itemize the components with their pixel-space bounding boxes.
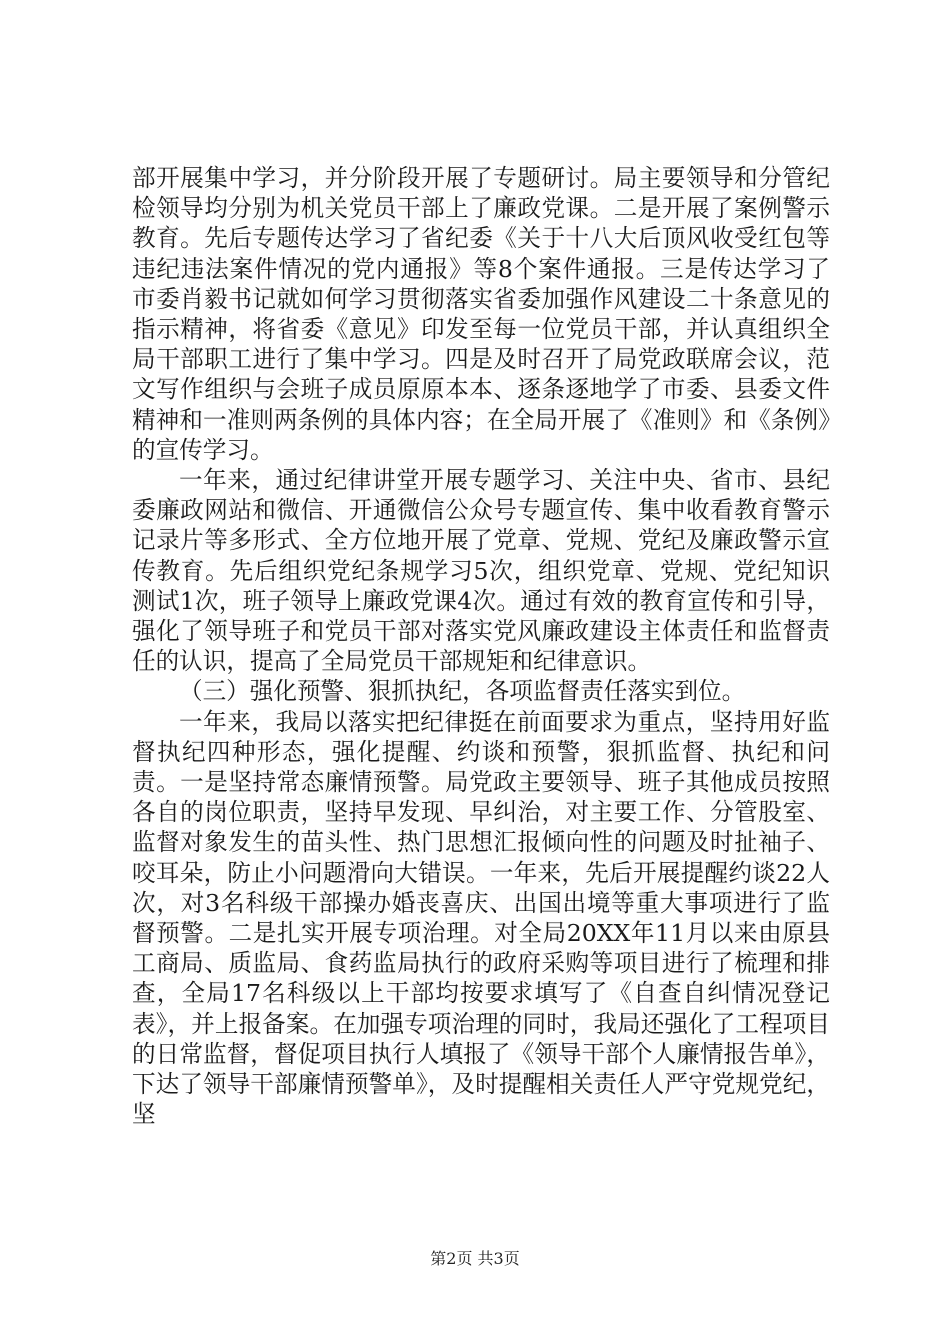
paragraph-3: 一年来，我局以落实把纪律挺在前面要求为重点，坚持用好监督执纪四种形态，强化提醒、约谈和预警，狠抓监督、执纪和问责。一是坚持常态廉情预警。局党政主要领导、班子其他成员按照各自的岗位职责，坚持早发现、早纠治，对主要工作、分管股室、监督对象发生的苗头性、热门思想汇报倾向性的问题及时扯袖子、咬耳朵，防止小问题滑向大错误。一年来，先后开展提醒约谈22人次，对3名科级干部操办婚丧喜庆、出国出境等重大事项进行了监督预警。二是扎实开展专项治理。对全局20XX年11月以来由原县工商局、质监局、食药监局执行的政府采购等项目进行了梳理和排查，全局17名科级以上干部均按要求填写了《自查自纠情况登记表》，并上报备案。在加强专项治理的同时，我局还强化了工程项目的日常监督，督促项目执行人填报了《领导干部个人廉情报告单》，下达了领导干部廉情预警单》，及时提醒相关责任人严守党规党纪，坚: [132, 707, 830, 1129]
paragraph-2: 一年来，通过纪律讲堂开展专题学习、关注中央、省市、县纪委廉政网站和微信、开通微信公众号专题宣传、集中收看教育警示记录片等多形式、全方位地开展了党章、党规、党纪及廉政警示宣传教育。先后组织党纪条规学习5次，组织党章、党规、党纪知识测试1次，班子领导上廉政党课4次。通过有效的教育宣传和引导，强化了领导班子和党员干部对落实党风廉政建设主体责任和监督责任的认识，提高了全局党员干部规矩和纪律意识。: [132, 466, 830, 676]
page-footer: 第2页 共3页: [430, 1249, 520, 1268]
section-heading: （三）强化预警、狠抓执纪，各项监督责任落实到位。: [179, 677, 746, 706]
document-body: [132, 163, 830, 1130]
paragraph-1: 部开展集中学习，并分阶段开展了专题研讨。局主要领导和分管纪检领导均分别为机关党员干部上了廉政党课。二是开展了案例警示教育。先后专题传达学习了省纪委《关于十八大后顶风收受红包等违纪违法案件情况的党内通报》等8个案件通报。三是传达学习了市委肖毅书记就如何学习贯彻落实省委加强作风建设二十条意见的指示精神，将省委《意见》印发至每一位党员干部，并认真组织全局干部职工进行了集中学习。四是及时召开了局党政联席会议，范文写作组织与会班子成员原原本本、逐条逐地学了市委、县委文件精神和一准则两条例的具体内容；在全局开展了《准则》和《条例》的宣传学习。: [132, 164, 830, 464]
